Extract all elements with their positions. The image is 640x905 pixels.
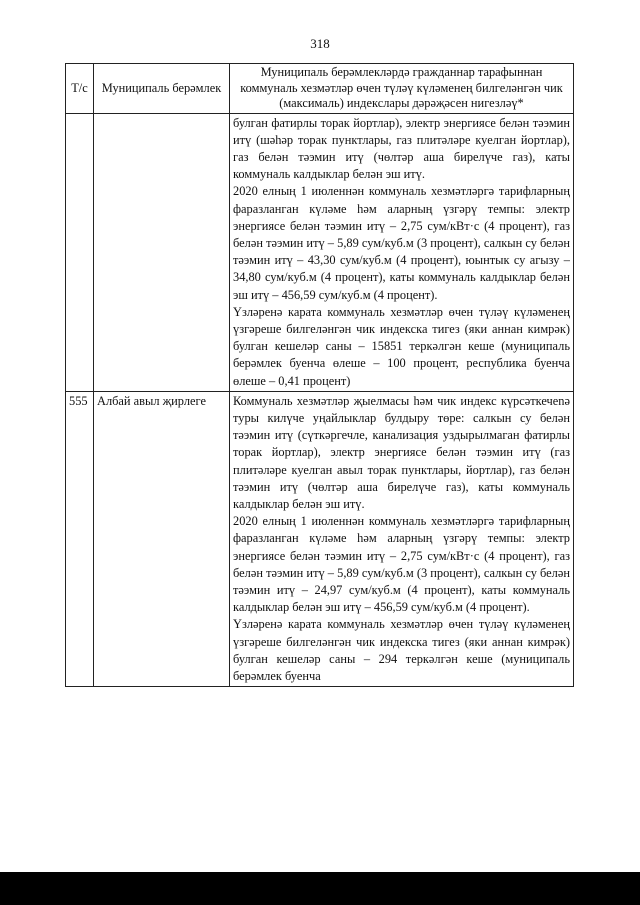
paragraph: Үзләренә карата коммуналь хезмәтләр өчен түләү күләменең үзгәреше билгеләнгән чик индекска тигез (яки аннан кимрәк) булган кешеләр саны – 15851 теркәлгән кеше (муниципаль берәмлек буенча өлеше – 100 процент, республика буенча өлеше – 0,41 процент) [233, 304, 570, 388]
table-row-continuation [66, 113, 574, 391]
paragraph: булган фатирлы торак йортлар), электр энергиясе белән тәэмин итү (шәһәр торак пунктлары, газ плитәләре куелган йортлар), газ белән тәэмин итү (чөлтәр аша бирелүче газ), каты коммуналь калдыклар белән эш итү. [233, 115, 570, 182]
header-description: Муниципаль берәмлекләрдә гражданнар тарафыннан коммуналь хезмәтләр өчен түләү күләменең билгеләнгән чик (максималь) индекслары дәрәҗәсен нигезләү* [230, 64, 574, 114]
scan-border [0, 872, 640, 905]
row-description [230, 113, 574, 391]
row-num [66, 113, 94, 391]
paragraph: Үзләренә карата коммуналь хезмәтләр өчен түләү күләменең үзгәреше билгеләнгән чик индекска тигез (яки аннан кимрәк) булган кешеләр саны – 294 теркәлгән кеше (муниципаль берәмлек буенча [233, 617, 570, 683]
table-row-555 [66, 391, 574, 686]
paragraph: Коммуналь хезмәтләр җыелмасы һәм чик индекс күрсәткечenә туры килүче уңайлыклар булдыру төре: салкын су белән тәэмин итү (сүткәргечле, канализация уздырылмаган фатирлы торак йортлар), электр энергиясе белән тәэмин итү (газ плитәләре куелган авыл торак пунктлары, йортлар), газ белән тәэмин итү (чөлтәр аша бирелүче газ), каты коммуналь калдыклар белән эш итү. [233, 393, 570, 511]
table-header-row [66, 64, 574, 114]
row-num: 555 [66, 391, 94, 686]
row-municipality [94, 113, 230, 391]
paragraph: 2020 елның 1 июленнән коммуналь хезмәтләргә тарифларның фаразланган күләме һәм аларның үзгәрү темпы: электр энергиясе белән тәэмин итү – 2,75 сум/кВт·с (4 процент), газ белән тәэмин итү – 5,89 сум/куб.м (3 процент), салкын су белән тәэмин итү – 24,97 сум/куб.м (4 процент), каты коммуналь калдыклар белән эш итү – 456,59 сум/куб.м (4 процент). [233, 514, 570, 615]
row-municipality: Албай авыл җирлеге [94, 391, 230, 686]
index-table [65, 63, 574, 687]
paragraph: 2020 елның 1 июленнән коммуналь хезмәтләргә тарифларның фаразланган күләме һәм аларның үзгәрү темпы: электр энергиясе белән тәэмин итү – 2,75 сум/кВт·с (4 процент), газ белән тәэмин итү – 5,89 сум/куб.м (3 процент), салкын су белән тәэмин итү – 43,30 сум/куб.м (4 процент), юынтык су агызу – 34,80 сум/куб.м (4 процент), каты коммуналь калдыклар белән эш итү – 456,59 сум/куб.м (4 процент). [233, 184, 570, 302]
header-num: Т/с [66, 64, 94, 114]
page-number: 318 [310, 36, 330, 51]
row-description [230, 391, 574, 686]
header-municipality: Муниципаль берәмлек [94, 64, 230, 114]
